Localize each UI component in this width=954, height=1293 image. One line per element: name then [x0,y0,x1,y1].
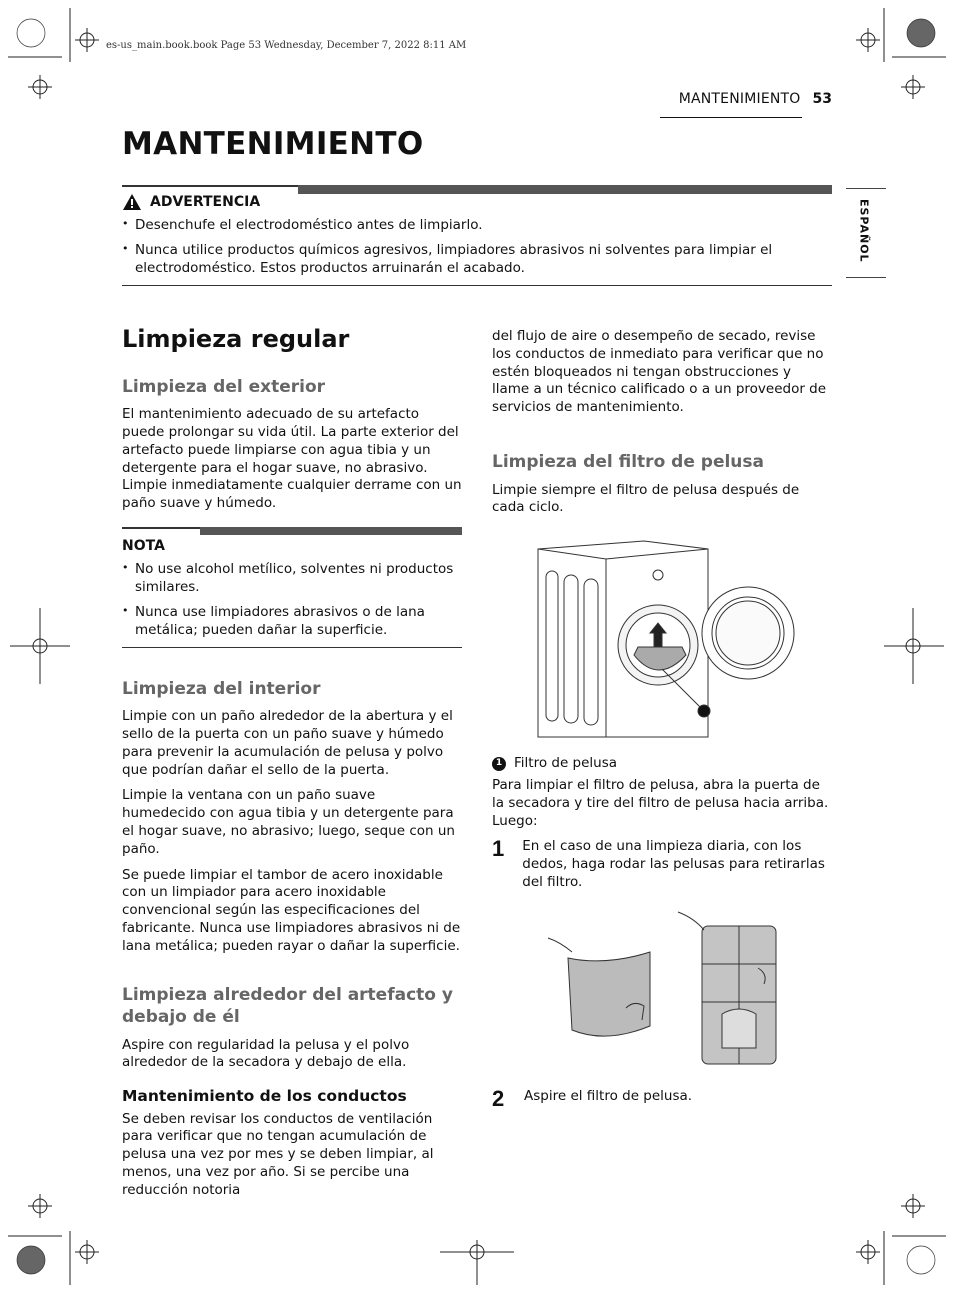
note-bottom-rule [122,647,462,648]
around-heading: Limpieza alrededor del artefacto y debajo de él [122,984,453,1028]
lint-filter-illustration [546,908,786,1070]
running-head-rule [660,117,802,118]
running-head [679,90,832,108]
warning-bar [298,185,832,194]
note-label: NOTA [122,537,165,554]
filter-heading: Limpieza del filtro de pelusa [492,452,764,473]
step-text: En el caso de una limpieza diaria, con los dedos, haga rodar las pelusas para retirarlas del filtro. [522,838,825,890]
warning-label: ADVERTENCIA [150,194,261,210]
warning-heading [122,193,260,211]
ducts-text-continued: del flujo de aire o desempeño de secado, revise los conductos de inmediato para verificar que no estén bloqueados ni tengan obstrucciones y llame a un técnico calificado o a un proveedor de servicios de mantenimiento. [492,328,827,416]
step-text: Aspire el filtro de pelusa. [524,1087,693,1104]
interior-heading: Limpieza del interior [122,678,321,699]
right-column [492,328,832,1110]
step-1 [492,838,832,891]
ducts-text: Se deben revisar los conductos de ventilación para verificar que no tengan acumulación de pelusa una vez por mes y se deben limpiar, al menos, una vez por año. Si se percibe una reducción notoria [122,1110,434,1198]
warning-top-rule [122,185,298,187]
exterior-heading: Limpieza del exterior [122,376,326,397]
dryer-illustration [536,537,796,745]
around-text: Aspire con regularidad la pelusa y el polvo alrededor de la secadora y debajo de ella. [122,1036,410,1071]
print-header: es-us_main.book.book Page 53 Wednesday, December 7, 2022 8:11 AM [106,40,467,51]
warning-bottom-rule [122,285,832,286]
warning-list [122,217,822,284]
running-head-title: MANTENIMIENTO [678,91,801,107]
filter-callout [492,755,832,773]
language-tab-label: ESPAÑOL [857,199,871,263]
interior-text-3: Se puede limpiar el tambor de acero inoxidable con un limpiador para acero inoxidable convencional según las especificaciones del fabricante. Nunca use limpiadores abrasivos ni de lana metálica; pueden rayar o dañar la superficie. [122,866,461,954]
page-title: MANTENIMIENTO [122,126,424,162]
ducts-heading: Mantenimiento de los conductos [122,1087,407,1106]
warning-triangle-icon [122,193,142,211]
section-title: Limpieza regular [122,325,350,353]
page-number: 53 [812,91,832,107]
note-top-rule [122,527,202,529]
interior-text-2: Limpie la ventana con un paño suave humedecido con agua tibia y un detergente para el hogar suave, no abrasivo; luego, seque con un paño. [122,787,455,857]
filter-instructions: Para limpiar el filtro de pelusa, abra la puerta de la secadora y tire del filtro de pelusa hacia arriba. Luego: [492,776,829,829]
step-2 [492,1085,832,1111]
note-item: • Nunca use limpiadores abrasivos o de lana metálica; pueden dañar la superficie. [122,604,462,640]
step-number: 2 [492,1085,505,1111]
interior-text-1: Limpie con un paño alrededor de la abertura y el sello de la puerta con un paño suave y húmedo para prevenir la acumulación de pelusa y polvo que podrían dañar el sello de la puerta. [122,708,453,778]
note-box [122,527,462,648]
filter-intro: Limpie siempre el filtro de pelusa después de cada ciclo. [492,481,800,516]
exterior-text: El mantenimiento adecuado de su artefacto puede prolongar su vida útil. La parte exterior del artefacto puede limpiarse con agua tibia y un detergente para el hogar suave, no abrasivo. Limpie inmediatamente cualquier derrame con un paño suave y húmedo. [122,406,462,512]
note-item: • No use alcohol metílico, solventes ni productos similares. [122,561,462,597]
note-list [122,561,462,639]
language-tab [846,188,886,278]
left-column [122,324,462,1208]
callout-label: Filtro de pelusa [514,755,618,772]
note-bar [200,527,462,535]
warning-item: • Nunca utilice productos químicos agresivos, limpiadores abrasivos ni solventes para limpiar el electrodoméstico. Estos productos arruinarán el acabado. [122,242,822,278]
warning-item: • Desenchufe el electrodoméstico antes de limpiarlo. [122,217,822,235]
step-number: 1 [492,836,505,862]
callout-number: 1 [492,757,506,771]
